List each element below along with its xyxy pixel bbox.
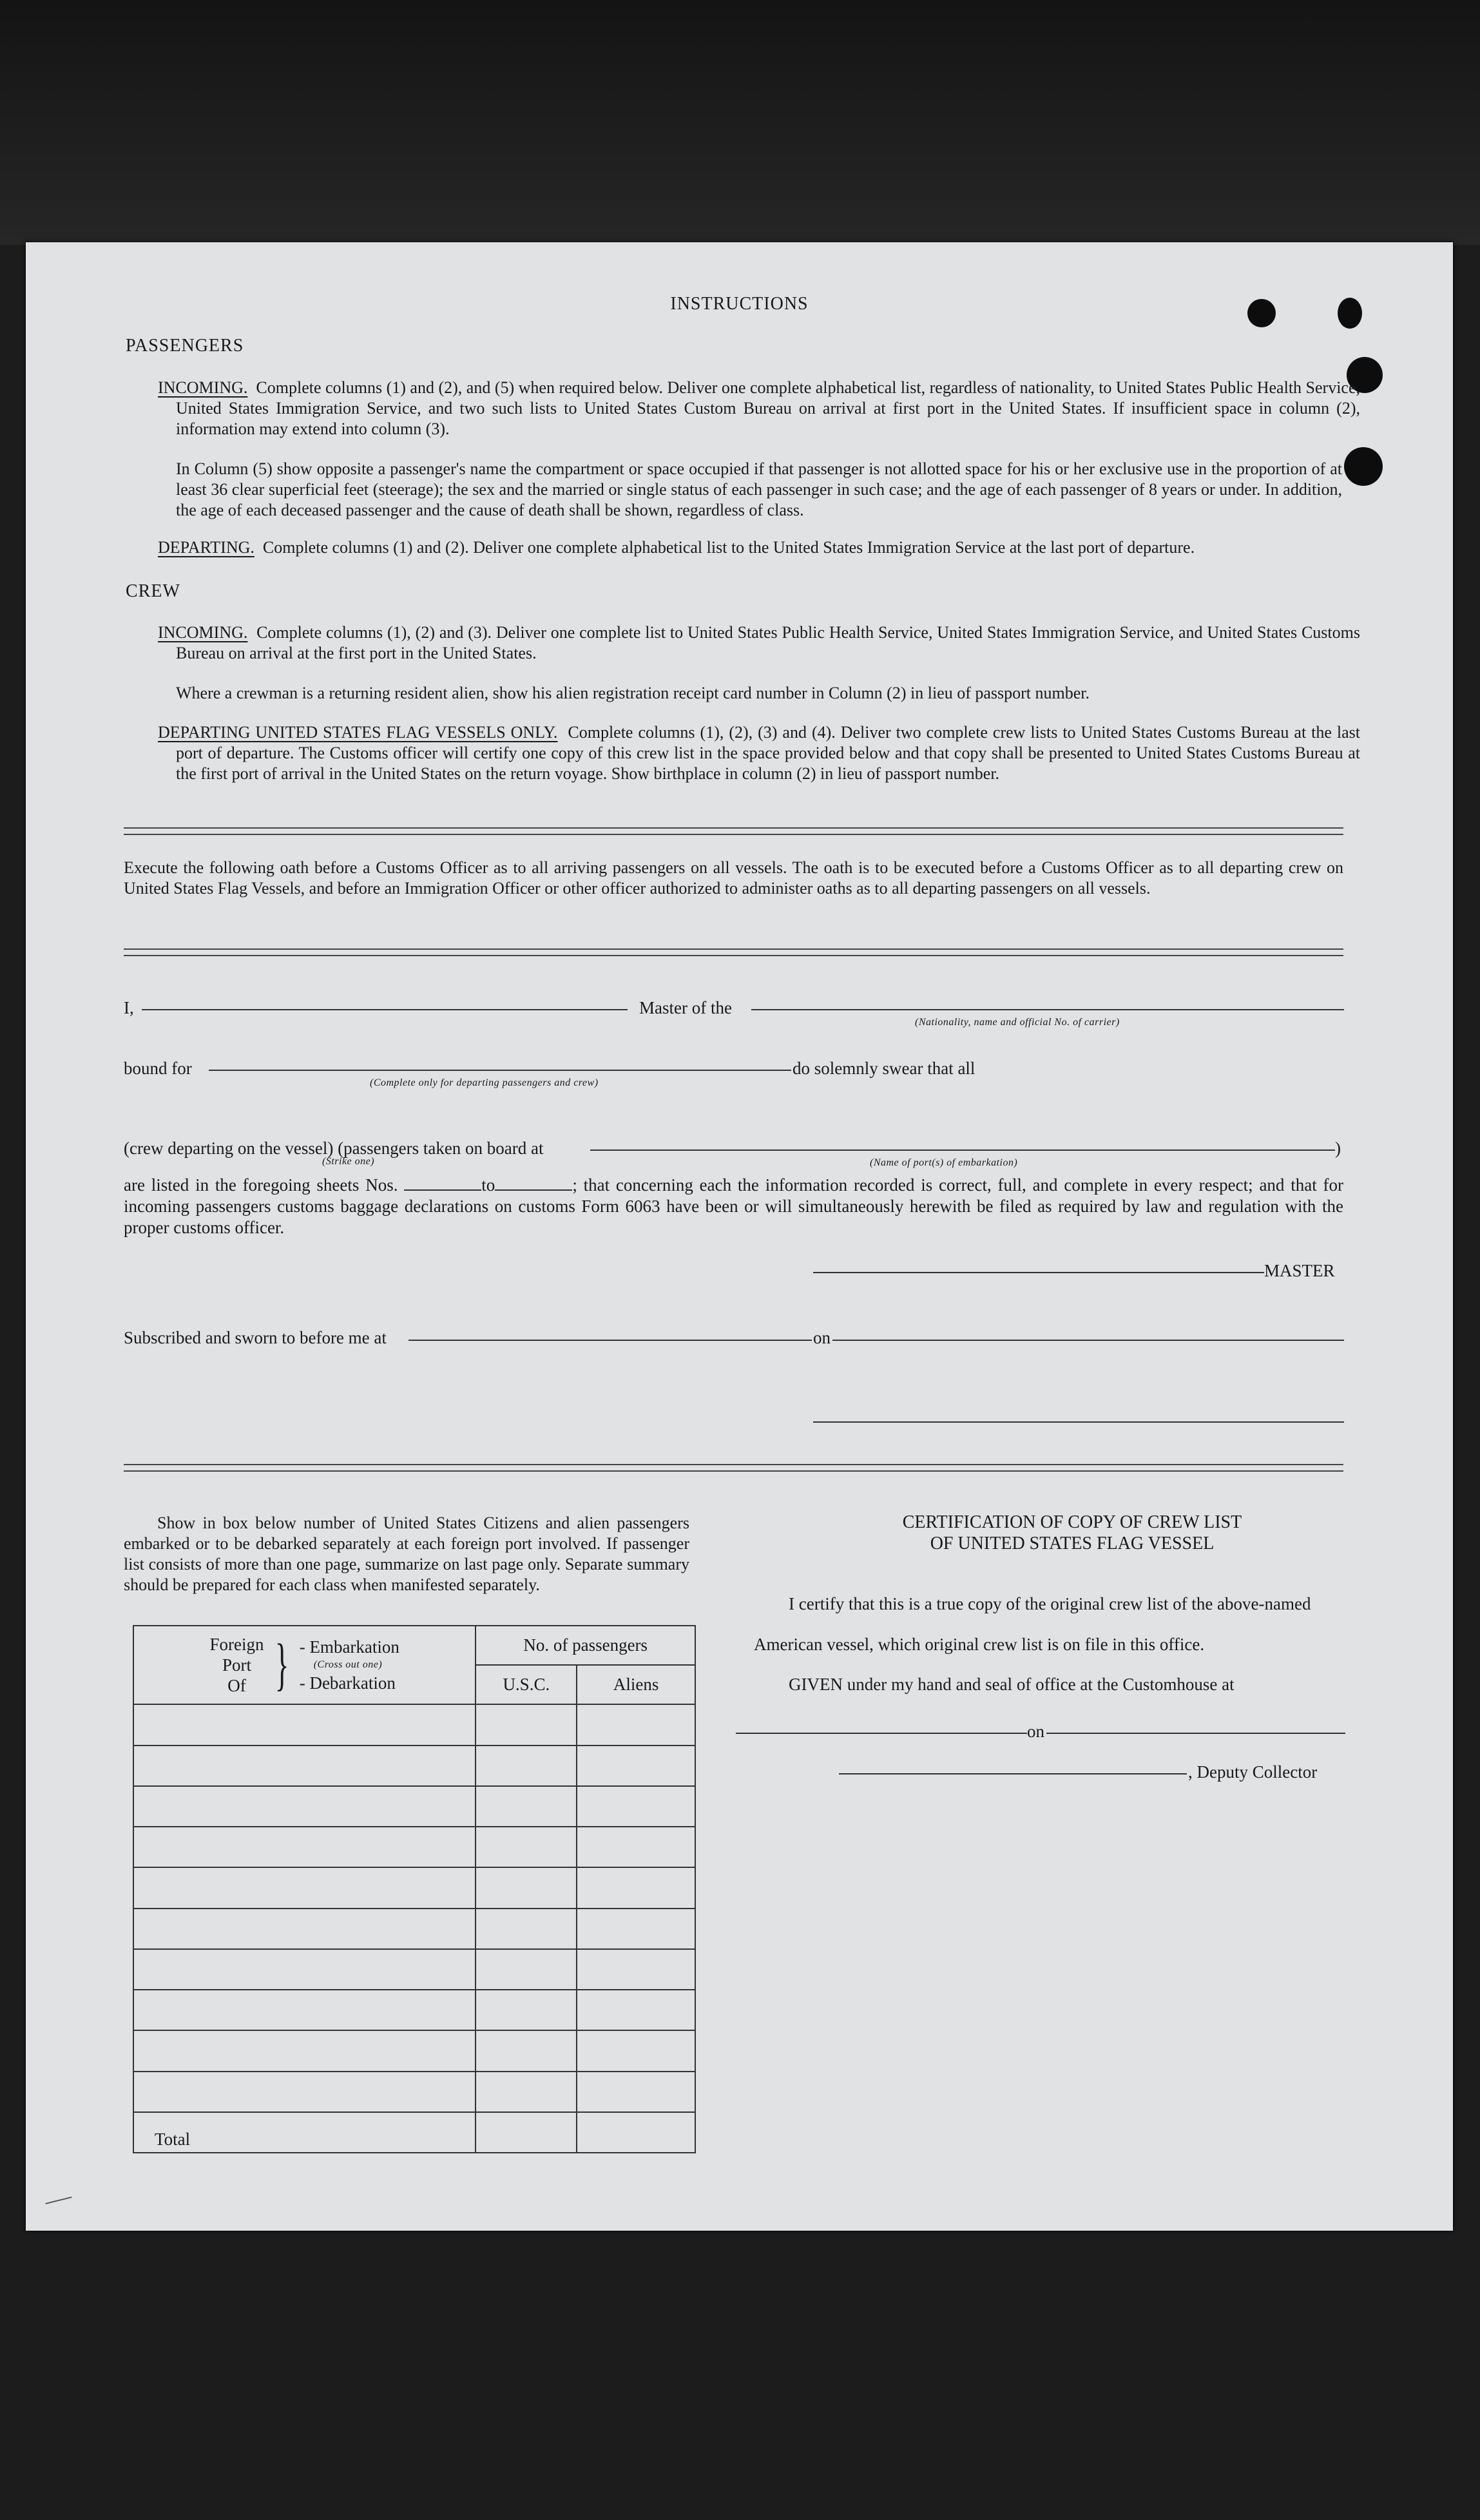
master-label: MASTER [1264,1261,1335,1280]
port-cell[interactable] [133,1990,476,2030]
port-cell[interactable] [133,1909,476,1949]
sheets-paragraph [124,1175,1343,1238]
crew-resident-paragraph: Where a crewman is a returning resident alien, show his alien registration receipt card number in Column (2) in lieu of passport number. [176,684,1090,702]
to-word: to [481,1175,495,1195]
cross-out-caption: (Cross out one) [313,1659,383,1671]
master-signature-field[interactable] [813,1272,1264,1273]
embarkation-label[interactable]: - Embarkation [299,1637,399,1657]
swear-text: do solemnly swear that all [793,1059,975,1078]
aliens-header: Aliens [577,1665,695,1704]
crew-incoming-label: INCOMING. [158,623,248,642]
summary-rows [133,1704,695,2111]
pencil-mark [45,2197,72,2204]
ink-blot [1344,447,1383,486]
crew-departing-paragraph [158,722,1360,784]
usc-cell[interactable] [476,1704,577,1745]
complete-only-caption: (Complete only for departing passengers and crew) [370,1077,599,1088]
aliens-cell[interactable] [577,1704,695,1745]
passengers-column5-paragraph: In Column (5) show opposite a passenger's name the compartment or space occupied if that passenger is not allotted space for his or her exclusive use in the proportion of at least 36 clear superficial feet (steerage); the sex and the married or single status of each passenger in such case; and the age of each passenger of 8 years or under. In addition, the age of each deceased passenger and the cause of death shall be shown, regardless of class. [176,459,1342,519]
foreign-label: Foreign [209,1635,264,1655]
passengers-departing-paragraph [158,537,1356,558]
usc-cell[interactable] [476,1786,577,1827]
certification-title-1: CERTIFICATION OF COPY OF CREW LIST [902,1512,1242,1532]
aliens-cell[interactable] [577,2072,695,2112]
nationality-caption: (Nationality, name and official No. of carrier) [915,1017,1120,1028]
aliens-cell[interactable] [577,2030,695,2071]
port-cell[interactable] [133,2030,476,2071]
total-label: Total [133,2112,476,2153]
officer-signature-field[interactable] [813,1421,1344,1423]
deputy-collector-label: , Deputy Collector [1188,1762,1318,1782]
passengers-incoming-label: INCOMING. [158,378,248,397]
table-row [133,1746,695,1786]
instructions-title: INSTRUCTIONS [670,294,809,314]
scan-background [0,0,1480,245]
usc-cell[interactable] [476,1867,577,1908]
total-usc-cell[interactable] [476,2112,577,2153]
certification-title-2: OF UNITED STATES FLAG VESSEL [930,1534,1215,1553]
certification-date-field[interactable] [1046,1733,1345,1734]
port-label: Port [222,1655,251,1675]
aliens-cell[interactable] [577,1786,695,1827]
port-cell[interactable] [133,1704,476,1745]
sheet-to-field[interactable] [495,1175,572,1191]
bound-for-label: bound for [124,1059,192,1078]
passengers-departing-text: Complete columns (1) and (2). Deliver one complete alphabetical list to the United States Immigration Service at the last port of departure. [262,538,1195,557]
on-word: on [813,1328,831,1347]
crew-departing-text: Complete columns (1), (2), (3) and (4). Deliver two complete crew lists to United States Customs Bureau at the last port of departure. The Customs officer will certify one copy of this crew list in the space provided below and that copy shall be presented to United States Customs Bureau at the first port of arrival in the United States on the return voyage. Show birthplace in column (2) in lieu of passport number. [176,723,1361,783]
aliens-cell[interactable] [577,1827,695,1867]
close-paren: ) [1335,1139,1341,1158]
summary-instructions: Show in box below number of United States Citizens and alien passengers embarked or to be debarked separately at each foreign port involved. If passenger list consists of more than one page, summarize on last page only. Separate summary should be prepared for each class when manifested separately. [124,1514,689,1594]
subscribed-text: Subscribed and sworn to before me at [124,1328,387,1347]
port-cell[interactable] [133,1746,476,1786]
crew-incoming-text: Complete columns (1), (2) and (3). Deliver one complete list to United States Public Health Service, United States Immigration Service, and United States Customs Bureau on arrival at the first port in the United States. [176,623,1360,662]
port-header-cell [133,1626,476,1704]
certify-line-2: American vessel, which original crew list is on file in this office. [754,1635,1205,1654]
certify-line-1: I certify that this is a true copy of the original crew list of the above-named [789,1594,1311,1613]
table-row [133,1704,695,1745]
sheets-suffix: ; that concerning each the information recorded is correct, full, and complete in every respect; and that for incoming passengers customs baggage declarations on customs Form 6063 have been or will simultaneously herewith be filed as required by law and regulation with the proper customs officer. [124,1175,1344,1237]
brace-icon: } [274,1633,289,1697]
debarkation-label[interactable]: - Debarkation [299,1673,396,1693]
passengers-departing-label: DEPARTING. [158,538,255,557]
passengers-incoming-text: Complete columns (1) and (2), and (5) when required below. Deliver one complete alphabetical list, regardless of nationality, to United States Public Health Service, United States Immigration Service, and two such lists to United States Custom Bureau on arrival at first port in the United States. If insufficient space in column (2), information may extend into column (3). [176,378,1361,438]
usc-header: U.S.C. [476,1665,577,1704]
i-label: I, [124,998,134,1017]
total-aliens-cell[interactable] [577,2112,695,2153]
of-label: Of [227,1676,246,1696]
usc-cell[interactable] [476,2072,577,2112]
strike-one-caption: (Strike one) [322,1156,375,1167]
aliens-cell[interactable] [577,1909,695,1949]
port-cell[interactable] [133,2072,476,2112]
aliens-cell[interactable] [577,1867,695,1908]
usc-cell[interactable] [476,1827,577,1867]
usc-cell[interactable] [476,1746,577,1786]
section-divider [124,827,1343,835]
table-row [133,1786,695,1827]
crew-heading: CREW [126,581,180,601]
table-row [133,1949,695,1990]
master-name-field[interactable] [142,1009,628,1010]
table-row [133,1867,695,1908]
table-row [133,2030,695,2071]
aliens-cell[interactable] [577,1746,695,1786]
carrier-field[interactable] [751,1009,1344,1010]
section-divider [124,1464,1343,1472]
usc-cell[interactable] [476,1949,577,1990]
sworn-location-field[interactable] [408,1340,812,1341]
aliens-cell[interactable] [577,1949,695,1990]
oath-intro: Execute the following oath before a Customs Officer as to all arriving passengers on all vessels. The oath is to be executed before a Customs Officer as to all departing crew on United States Flag Vessels, and before an Immigration Officer or other officer authorized to administer oaths as to all departing passengers on all vessels. [124,858,1343,898]
form-page [26,242,1453,2231]
customhouse-field[interactable] [736,1733,1027,1734]
sheets-prefix: are listed in the foregoing sheets Nos. [124,1175,398,1195]
bound-for-field[interactable] [209,1070,791,1071]
port-cell[interactable] [133,1827,476,1867]
table-row [133,1827,695,1867]
ports-caption: (Name of port(s) of embarkation) [870,1157,1018,1168]
usc-cell[interactable] [476,2030,577,2071]
table-row [133,1909,695,1949]
port-cell[interactable] [133,1949,476,1990]
usc-cell[interactable] [476,1990,577,2030]
usc-cell[interactable] [476,1909,577,1949]
table-row [133,2072,695,2112]
no-of-passengers-header: No. of passengers [476,1626,695,1665]
crew-departing-label: DEPARTING UNITED STATES FLAG VESSELS ONLY. [158,723,558,742]
table-row [133,1990,695,2030]
crew-incoming-paragraph [158,622,1360,664]
passenger-summary-table [133,1625,696,2153]
embarkation-ports-field[interactable] [590,1149,1335,1151]
cert-on-word: on [1027,1722,1044,1741]
deputy-signature-field[interactable] [839,1773,1187,1775]
crew-departing-text: (crew departing on the vessel) (passengers taken on board at [124,1139,544,1158]
master-of-the-label: Master of the [639,998,732,1017]
port-cell[interactable] [133,1867,476,1908]
sheet-from-field[interactable] [404,1175,481,1191]
passengers-heading: PASSENGERS [126,336,244,356]
port-cell[interactable] [133,1786,476,1827]
given-text: GIVEN under my hand and seal of office at the Customhouse at [789,1675,1235,1694]
section-divider [124,948,1343,956]
sworn-date-field[interactable] [832,1340,1344,1341]
aliens-cell[interactable] [577,1990,695,2030]
passengers-incoming-paragraph [158,378,1360,439]
